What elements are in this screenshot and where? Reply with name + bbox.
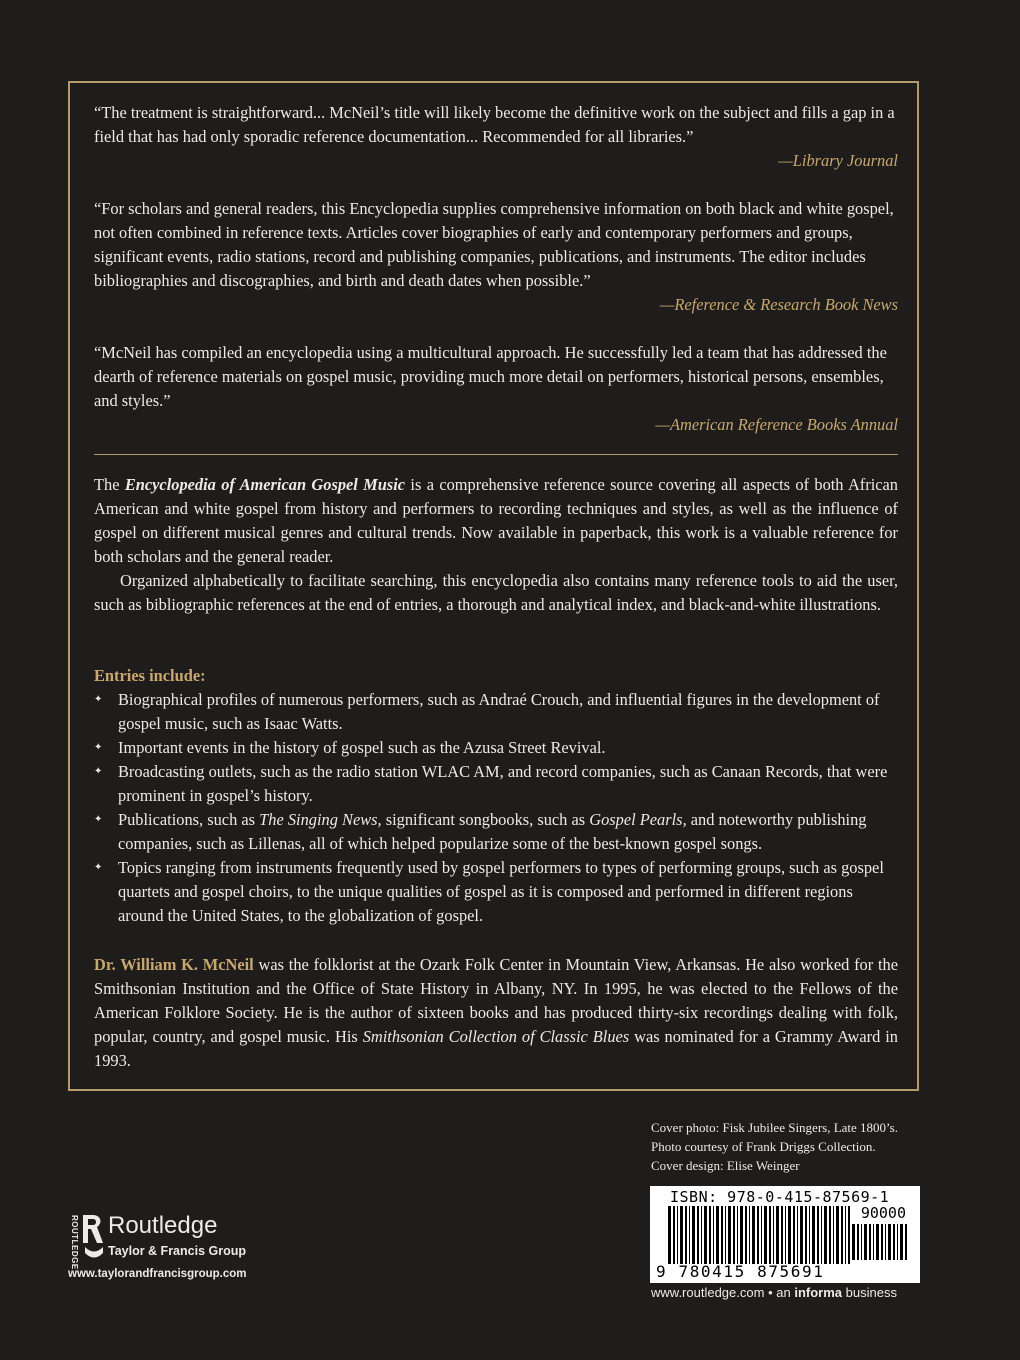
- barcode-bar: [721, 1206, 723, 1264]
- barcode-bar: [861, 1224, 862, 1260]
- barcode-bar: [701, 1206, 702, 1264]
- barcode-bar: [733, 1206, 735, 1264]
- list-item: [94, 856, 898, 928]
- list-item: [94, 736, 898, 760]
- barcode-bar: [709, 1206, 711, 1264]
- entries-list: [94, 688, 898, 928]
- price-code: 90000: [860, 1204, 906, 1222]
- barcode-bar: [773, 1206, 774, 1264]
- barcode-bar: [805, 1206, 807, 1264]
- barcode-bar: [677, 1206, 678, 1264]
- barcode-bar: [888, 1224, 891, 1260]
- barcode-bar: [788, 1206, 791, 1264]
- publication-title: The Singing News: [259, 810, 378, 829]
- bullet-icon: ✦: [94, 766, 103, 777]
- cover-credits: [651, 1118, 898, 1175]
- bullet-icon: ✦: [94, 814, 103, 825]
- barcode-bar: [797, 1206, 798, 1264]
- barcode: [650, 1186, 920, 1283]
- barcode-bar: [829, 1206, 831, 1264]
- barcode-bar: [893, 1224, 895, 1260]
- author-name: Dr. William K. McNeil: [94, 955, 254, 974]
- barcode-bar: [864, 1224, 867, 1260]
- barcode-bar: [852, 1224, 855, 1260]
- description-paragraph-1: [94, 473, 898, 569]
- entries-heading: Entries include:: [94, 666, 206, 685]
- book-description: [94, 473, 898, 617]
- barcode-bar: [764, 1206, 767, 1264]
- barcode-bar: [668, 1206, 671, 1264]
- quote-source: —Reference & Research Book News: [659, 295, 898, 314]
- description-paragraph-2: Organized alphabetically to facilitate searching, this encyclopedia also contains many reference tools to aid the user, such as bibliographic references at the end of entries, a thorough and analytical index, and black-and-white illustrations.: [94, 571, 898, 614]
- barcode-bar: [809, 1206, 810, 1264]
- barcode-bar: [761, 1206, 762, 1264]
- list-item: [94, 688, 898, 736]
- routledge-r-icon: [81, 1213, 105, 1261]
- author-bio: [94, 953, 898, 1073]
- barcode-bar: [716, 1206, 719, 1264]
- barcode-bar: [885, 1224, 886, 1260]
- publisher-group: Taylor & Francis Group: [108, 1244, 246, 1258]
- barcode-bar: [848, 1206, 850, 1264]
- barcode-bar: [689, 1206, 690, 1264]
- barcode-bar: [857, 1224, 859, 1260]
- list-item: [94, 808, 898, 856]
- barcode-bar: [725, 1206, 726, 1264]
- barcode-bar: [873, 1224, 874, 1260]
- footer-business: business: [845, 1285, 897, 1300]
- bio-text: was nominated for a Grammy Award in 1993.: [94, 1027, 898, 1070]
- barcode-bar: [793, 1206, 795, 1264]
- section-divider: [94, 454, 898, 455]
- barcode-bar: [749, 1206, 750, 1264]
- book-title: Encyclopedia of American Gospel Music: [124, 475, 406, 494]
- barcode-bar: [685, 1206, 687, 1264]
- addon-barcode-bars: [852, 1224, 908, 1260]
- barcode-bar: [897, 1224, 898, 1260]
- ean-number: 9 780415 875691: [656, 1262, 825, 1281]
- description-text: The: [94, 475, 125, 494]
- informa-label: informa: [794, 1285, 843, 1300]
- barcode-bar: [833, 1206, 834, 1264]
- quote-text: “McNeil has compiled an encyclopedia using a multicultural approach. He successfully led a team that has addressed the dearth of reference materials on gospel music, providing much more detail on performers, historical persons, ensembles, and styles.”: [94, 343, 887, 410]
- logo-vertical-label: ROUTLEDGE: [70, 1215, 79, 1270]
- review-quote-2: [94, 197, 898, 317]
- list-item-text: Topics ranging from instruments frequently used by gospel performers to types of performing groups, such as gospel quartets and gospel choirs, to the unique qualities of gospel as it is composed and performed in different regions around the United States, to the globalization of gospel.: [118, 858, 884, 925]
- bullet-icon: ✦: [94, 862, 103, 873]
- barcode-bar: [817, 1206, 819, 1264]
- credit-line: Cover design: Elise Weinger: [651, 1158, 800, 1173]
- list-item-text: , and noteworthy publishing companies, such as Lillenas, all of which helped popularize some of the best-known gospel songs.: [118, 810, 867, 853]
- barcode-bar: [876, 1224, 879, 1260]
- separator-dot: •: [768, 1285, 773, 1300]
- description-text: is a comprehensive reference source covering all aspects of both African American and white gospel from history and performers to recording techniques and styles, as well as the influence of gospel on different musical genres and cultural trends. Now available in paperback, this work is a valuable reference for both scholars and the general reader.: [94, 475, 898, 566]
- barcode-bar: [824, 1206, 827, 1264]
- credit-line: Photo courtesy of Frank Driggs Collection.: [651, 1139, 876, 1154]
- routledge-url[interactable]: www.routledge.com: [651, 1285, 765, 1300]
- barcode-bar: [737, 1206, 738, 1264]
- footer-line: [651, 1285, 897, 1300]
- barcode-bar: [697, 1206, 699, 1264]
- barcode-bar: [845, 1206, 846, 1264]
- quote-text: “The treatment is straightforward... McNeil’s title will likely become the definitive work on the subject and fills a gap in a field that has had only sporadic reference documentation... Recommended for all libraries.”: [94, 103, 895, 146]
- list-item-text: Important events in the history of gospel such as the Azusa Street Revival.: [118, 738, 606, 757]
- publisher-name: Routledge: [108, 1212, 218, 1239]
- list-item: [94, 760, 898, 808]
- bullet-icon: ✦: [94, 694, 103, 705]
- barcode-bar: [692, 1206, 695, 1264]
- barcode-bar: [821, 1206, 822, 1264]
- bio-text: was the folklorist at the Ozark Folk Center in Mountain View, Arkansas. He also worked for the Smithsonian Institution and the Office of State History in Albany, NY. In 1995, he was elected to the Fellows of the American Folklore Society. He is the author of sixteen books and has produced thirty-six recordings dealing with folk, popular, country, and gospel music. His: [94, 955, 899, 1046]
- barcode-bar: [881, 1224, 883, 1260]
- list-item-text: Broadcasting outlets, such as the radio station WLAC AM, and record companies, such as Canaan Records, that were prominent in gospel’s history.: [118, 762, 888, 805]
- songbook-title: Gospel Pearls: [589, 810, 683, 829]
- review-quote-1: [94, 101, 898, 173]
- review-quote-3: [94, 341, 898, 437]
- quote-text: “For scholars and general readers, this Encyclopedia supplies comprehensive information on both black and white gospel, not often combined in reference texts. Articles cover biographies of early and contemporary performers and groups, significant events, radio stations, record and publishing companies, publications, and instruments. The editor includes bibliographies and discographies, and birth and death dates when possible.”: [94, 199, 894, 290]
- barcode-bar: [728, 1206, 731, 1264]
- logo-vertical-text: [68, 1215, 80, 1275]
- barcode-bar: [713, 1206, 714, 1264]
- footer-an: an: [776, 1285, 791, 1300]
- barcode-bar: [776, 1206, 779, 1264]
- barcode-bar: [785, 1206, 786, 1264]
- barcode-bar: [900, 1224, 903, 1260]
- quote-source: —American Reference Books Annual: [655, 415, 898, 434]
- back-cover-frame: [68, 81, 919, 1091]
- barcode-bar: [673, 1206, 675, 1264]
- publisher-logo: [68, 1210, 268, 1290]
- barcode-bar: [781, 1206, 783, 1264]
- list-item-text: , significant songbooks, such as: [377, 810, 590, 829]
- album-title: Smithsonian Collection of Classic Blues: [362, 1027, 630, 1046]
- barcode-bar: [769, 1206, 771, 1264]
- list-item-text: Biographical profiles of numerous performers, such as Andraé Crouch, and influential figures in the development of gospel music, such as Isaac Watts.: [118, 690, 880, 733]
- barcode-bar: [841, 1206, 843, 1264]
- entries-section: [94, 664, 898, 928]
- barcode-bar: [752, 1206, 755, 1264]
- credit-line: Cover photo: Fisk Jubilee Singers, Late 1800’s.: [651, 1120, 898, 1135]
- barcode-bar: [757, 1206, 759, 1264]
- barcode-bar: [800, 1206, 803, 1264]
- barcode-bar: [740, 1206, 743, 1264]
- bio-paragraph: [94, 953, 898, 1073]
- publisher-url: www.taylorandfrancisgroup.com: [68, 1268, 247, 1280]
- barcode-bar: [704, 1206, 707, 1264]
- barcode-bar: [680, 1206, 683, 1264]
- barcode-bar: [812, 1206, 815, 1264]
- list-item-text: Publications, such as: [118, 810, 260, 829]
- bullet-icon: ✦: [94, 742, 103, 753]
- barcode-bar: [905, 1224, 907, 1260]
- barcode-bar: [745, 1206, 747, 1264]
- quote-source: —Library Journal: [778, 151, 898, 170]
- barcode-bar: [836, 1206, 839, 1264]
- barcode-bar: [869, 1224, 871, 1260]
- isbn-label: ISBN: 978-0-415-87569-1: [670, 1188, 890, 1206]
- ean-barcode-bars: [668, 1206, 850, 1264]
